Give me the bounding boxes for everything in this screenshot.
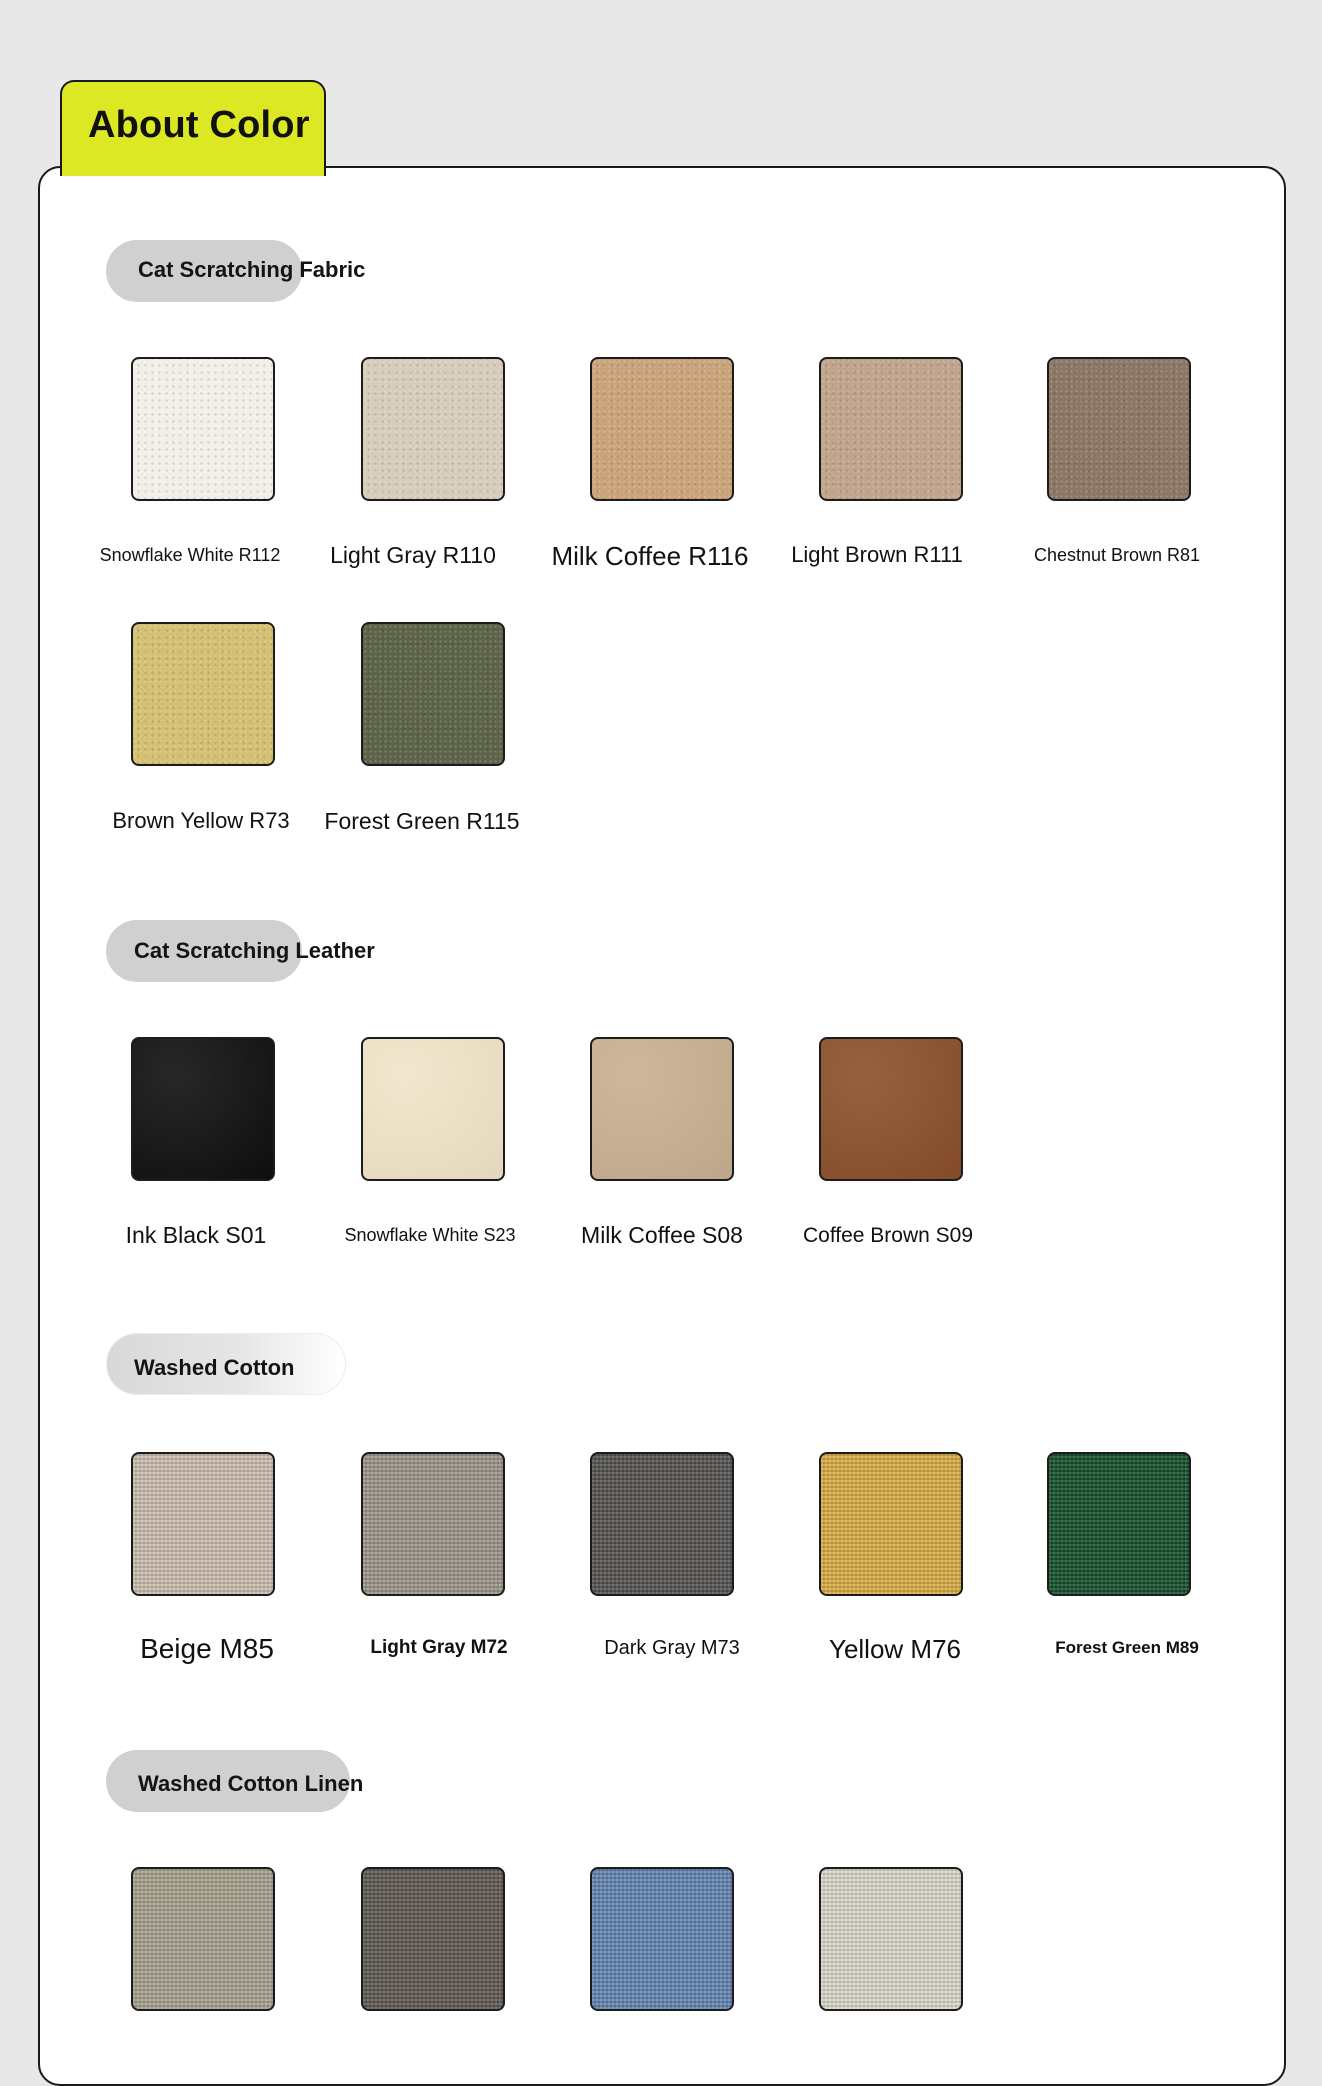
swatch-texture: [363, 1869, 503, 2009]
color-swatch[interactable]: [131, 1867, 275, 2011]
color-swatch[interactable]: [361, 357, 505, 501]
swatch-label: Forest Green M89: [1055, 1638, 1199, 1657]
swatch-texture: [821, 1869, 961, 2009]
color-swatch[interactable]: [590, 1867, 734, 2011]
color-swatch[interactable]: [1047, 1452, 1191, 1596]
swatch-label: Forest Green R115: [324, 808, 520, 834]
color-swatch[interactable]: [131, 357, 275, 501]
page-title: About Color: [88, 104, 310, 146]
about-color-tab: [60, 80, 326, 176]
color-swatch[interactable]: [361, 1452, 505, 1596]
color-swatch[interactable]: [361, 622, 505, 766]
color-swatch[interactable]: [361, 1867, 505, 2011]
swatch-texture: [133, 1039, 273, 1179]
tab-joint: [62, 164, 324, 170]
color-swatch[interactable]: [590, 1452, 734, 1596]
swatch-texture: [592, 359, 732, 499]
color-swatch[interactable]: [131, 622, 275, 766]
swatch-texture: [592, 1454, 732, 1594]
color-swatch[interactable]: [1047, 357, 1191, 501]
swatch-texture: [1049, 1454, 1189, 1594]
swatch-label: Light Gray M72: [370, 1637, 508, 1658]
swatch-label: Light Brown R111: [791, 542, 963, 567]
swatch-label: Light Gray R110: [330, 542, 496, 568]
section-title: Washed Cotton: [134, 1355, 295, 1380]
swatch-label: Snowflake White S23: [344, 1225, 516, 1245]
swatch-label: Brown Yellow R73: [112, 808, 290, 833]
color-swatch[interactable]: [131, 1037, 275, 1181]
swatch-texture: [133, 1454, 273, 1594]
section-title: Cat Scratching Fabric: [138, 257, 366, 282]
color-swatch[interactable]: [819, 357, 963, 501]
swatch-texture: [592, 1039, 732, 1179]
swatch-label: Chestnut Brown R81: [1033, 545, 1201, 565]
swatch-texture: [363, 1454, 503, 1594]
swatch-texture: [363, 1039, 503, 1179]
color-swatch[interactable]: [590, 1037, 734, 1181]
section-title: Washed Cotton Linen: [138, 1771, 364, 1796]
color-swatch[interactable]: [819, 1867, 963, 2011]
color-swatch[interactable]: [819, 1037, 963, 1181]
section-title: Cat Scratching Leather: [134, 938, 375, 963]
swatch-texture: [133, 359, 273, 499]
swatch-label: Ink Black S01: [125, 1222, 267, 1248]
color-swatch[interactable]: [361, 1037, 505, 1181]
swatch-texture: [363, 359, 503, 499]
swatch-label: Milk Coffee R116: [551, 541, 749, 571]
swatch-texture: [363, 624, 503, 764]
swatch-texture: [592, 1869, 732, 2009]
swatch-label: Dark Gray M73: [604, 1637, 740, 1659]
swatch-texture: [1049, 359, 1189, 499]
color-swatch[interactable]: [590, 357, 734, 501]
swatch-label: Beige M85: [140, 1633, 274, 1664]
swatch-texture: [133, 1869, 273, 2009]
color-swatch[interactable]: [131, 1452, 275, 1596]
swatch-texture: [821, 359, 961, 499]
color-swatch[interactable]: [819, 1452, 963, 1596]
swatch-label: Yellow M76: [828, 1634, 961, 1664]
swatch-texture: [133, 624, 273, 764]
swatch-texture: [821, 1039, 961, 1179]
swatch-label: Coffee Brown S09: [802, 1224, 974, 1247]
swatch-texture: [821, 1454, 961, 1594]
swatch-label: Snowflake White R112: [99, 545, 281, 565]
swatch-label: Milk Coffee S08: [581, 1222, 743, 1248]
